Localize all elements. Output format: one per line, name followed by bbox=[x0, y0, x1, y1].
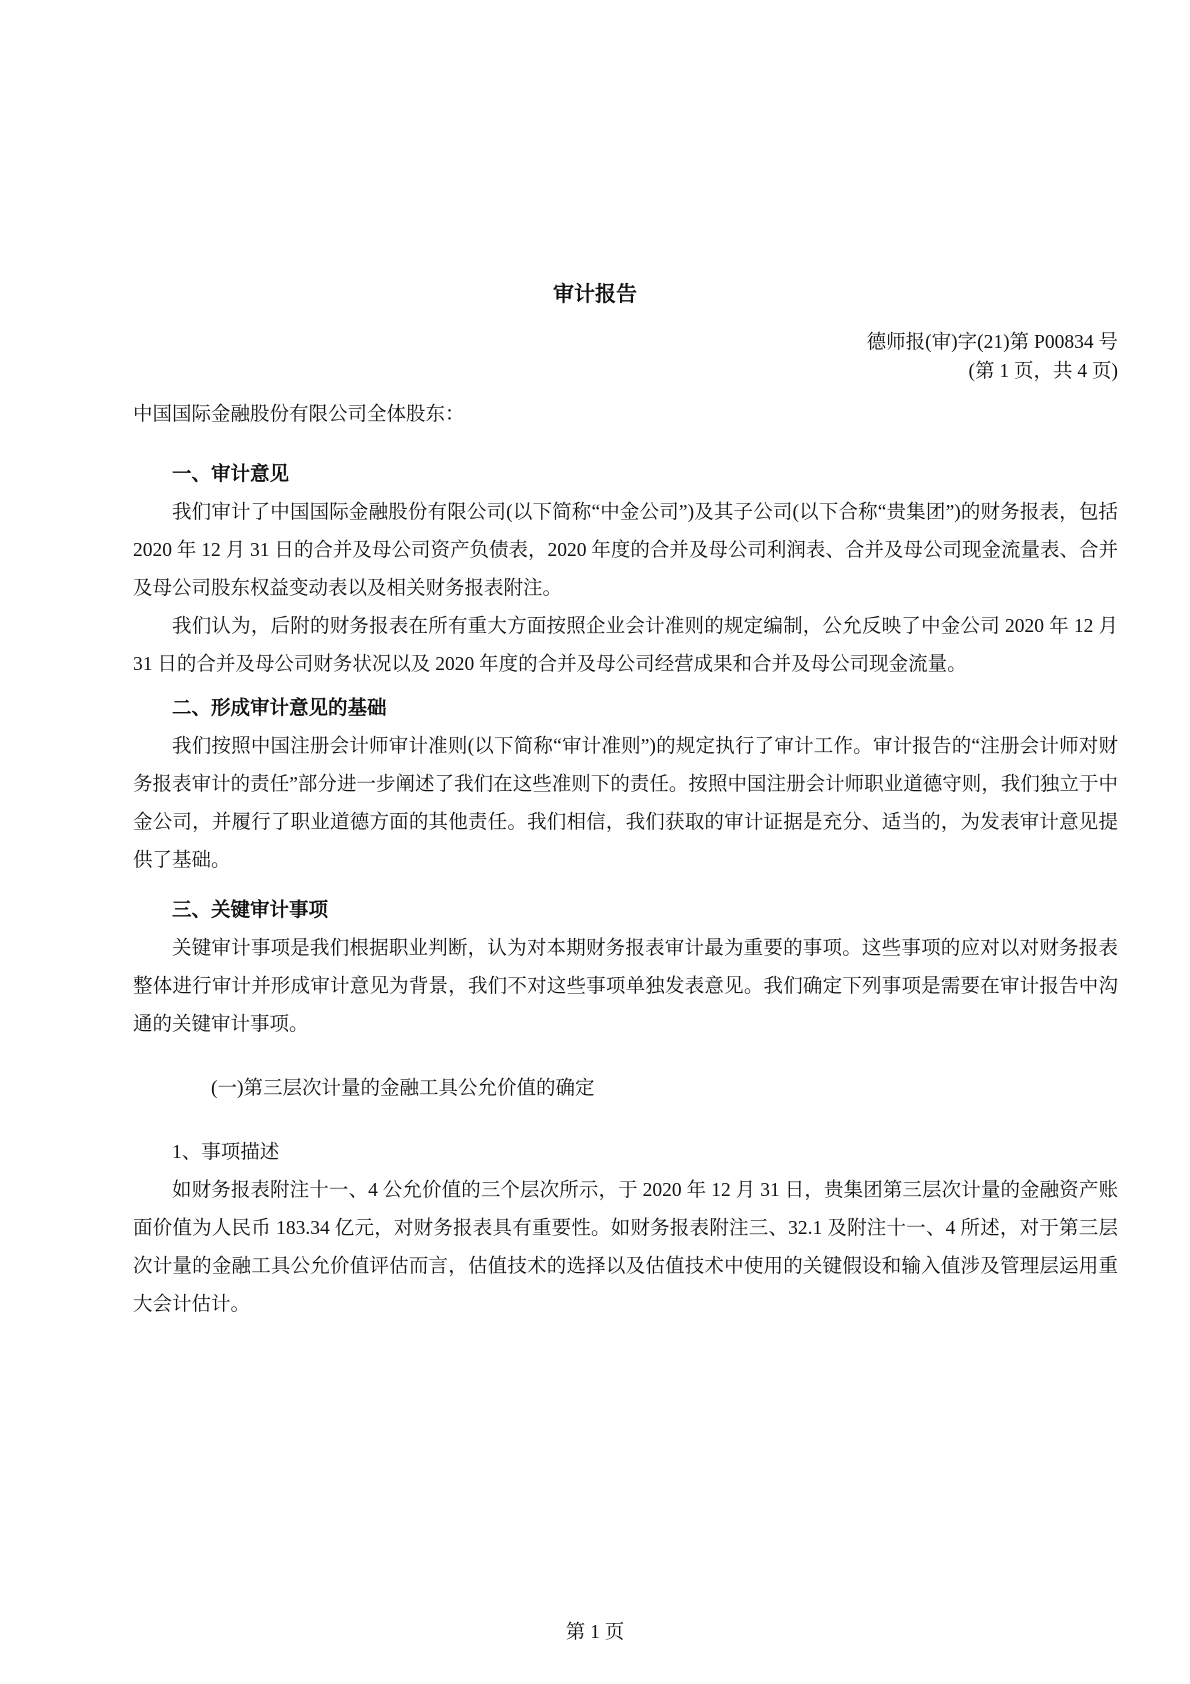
page-note: (第 1 页，共 4 页) bbox=[968, 361, 1118, 382]
report-header bbox=[133, 328, 1118, 386]
key-audit-matter-label: (一) bbox=[211, 1078, 244, 1099]
page-footer: 第 1 页 bbox=[565, 1622, 625, 1643]
section1-paragraph-1: 我们审计了中国国际金融股份有限公司(以下简称“中金公司”)及其子公司(以下合称“贵集团”)的财务报表，包括 2020 年 12 月 31 日的合并及母公司资产负债表，2020 年度的合并及母公司利润表、合并及母公司现金流量表、合并及母公司股东权益变动表以及相关财务报表附注。 bbox=[133, 502, 1118, 599]
section3-heading: 三、关键审计事项 bbox=[172, 900, 329, 921]
section1-paragraph-2: 我们认为，后附的财务报表在所有重大方面按照企业会计准则的规定编制，公允反映了中金公司 2020 年 12 月 31 日的合并及母公司财务状况以及 2020 年度的合并及母公司经营成果和合并及母公司现金流量。 bbox=[133, 616, 1118, 675]
key-audit-matter-item bbox=[133, 1070, 1118, 1108]
document-title: 审计报告 bbox=[553, 282, 637, 306]
matter-description-paragraph: 如财务报表附注十一、4 公允价值的三个层次所示，于 2020 年 12 月 31 日，贵集团第三层次计量的金融资产账面价值为人民币 183.34 亿元，对财务报表具有重要性。如财务报表附注三、32.1 及附注十一、4 所述，对于第三层次计量的金融工具公允价值评估而言，估值技术的选择以及估值技术中使用的关键假设和输入值涉及管理层运用重大会计估计。 bbox=[133, 1180, 1118, 1315]
key-audit-matter-title: 第三层次计量的金融工具公允价值的确定 bbox=[243, 1078, 595, 1099]
section3-paragraph-1: 关键审计事项是我们根据职业判断，认为对本期财务报表审计最为重要的事项。这些事项的应对以对财务报表整体进行审计并形成审计意见为背景，我们不对这些事项单独发表意见。我们确定下列事项是需要在审计报告中沟通的关键审计事项。 bbox=[133, 938, 1118, 1035]
section1-heading: 一、审计意见 bbox=[172, 464, 290, 485]
document-content bbox=[133, 278, 1118, 1324]
section2-paragraph-1: 我们按照中国注册会计师审计准则(以下简称“审计准则”)的规定执行了审计工作。审计报告的“注册会计师对财务报表审计的责任”部分进一步阐述了我们在这些准则下的责任。按照中国注册会计师职业道德守则，我们独立于中金公司，并履行了职业道德方面的其他责任。我们相信，我们获取的审计证据是充分、适当的，为发表审计意见提供了基础。 bbox=[133, 736, 1118, 871]
section2-heading: 二、形成审计意见的基础 bbox=[172, 698, 387, 719]
salutation: 中国国际金融股份有限公司全体股东： bbox=[133, 404, 465, 425]
report-number: 德师报(审)字(21)第 P00834 号 bbox=[866, 332, 1118, 353]
matter-description-heading: 1、事项描述 bbox=[172, 1142, 280, 1163]
